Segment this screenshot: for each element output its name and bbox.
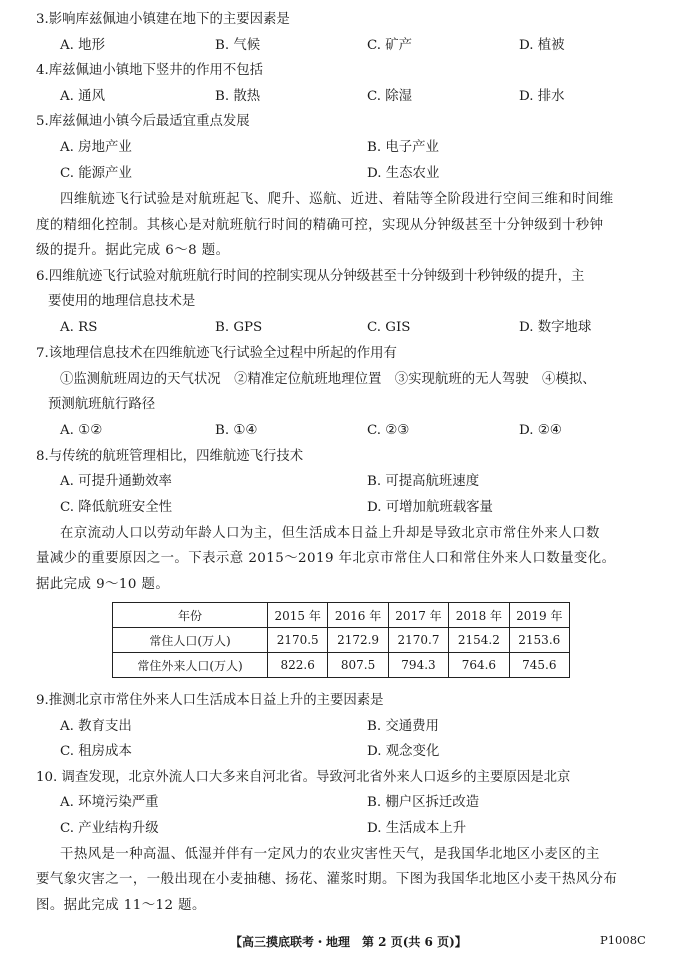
q7-items-line-2: 预测航班航行路径 [48, 397, 156, 412]
table-cell: 2153.6 [509, 628, 569, 653]
page-footer-title: 【高三摸底联考・地理 第 2 页(共 6 页)】 [230, 935, 467, 949]
table-row [113, 628, 570, 653]
flight-passage-line-3: 级的提升。据此完成 6～8 题。 [36, 243, 230, 258]
question-5-stem: 5.库兹佩迪小镇今后最适宜重点发展 [36, 114, 250, 129]
question-6-stem-line-2: 要使用的地理信息技术是 [48, 294, 196, 309]
q4-option-d[interactable]: D. 排水 [519, 89, 565, 104]
table-header-cell: 2016 年 [328, 603, 388, 628]
question-10-stem: 10. 调查发现，北京外流人口大多来自河北省。导致河北省外来人口返乡的主要原因是北京 [36, 770, 571, 785]
q4-option-a[interactable]: A. 通风 [60, 89, 105, 104]
q3-option-d[interactable]: D. 植被 [519, 38, 565, 53]
q10-option-d[interactable]: D. 生活成本上升 [367, 821, 467, 836]
q6-option-c[interactable]: C. GIS [367, 320, 411, 335]
q3-option-c[interactable]: C. 矿产 [367, 38, 413, 53]
question-4-stem: 4.库兹佩迪小镇地下竖井的作用不包括 [36, 63, 264, 78]
q6-option-a[interactable]: A. RS [60, 320, 98, 335]
table-cell: 2170.7 [388, 628, 448, 653]
question-3-stem: 3.影响库兹佩迪小镇建在地下的主要因素是 [36, 12, 290, 27]
q8-option-b[interactable]: B. 可提高航班速度 [367, 474, 480, 489]
q7-option-a[interactable]: A. ①② [60, 423, 103, 438]
q10-option-a[interactable]: A. 环境污染严重 [60, 795, 159, 810]
table-cell: 794.3 [388, 653, 448, 678]
table-cell: 807.5 [328, 653, 388, 678]
q9-option-d[interactable]: D. 观念变化 [367, 744, 440, 759]
q9-option-c[interactable]: C. 租房成本 [60, 744, 132, 759]
wind-passage-line-3: 图。据此完成 11～12 题。 [36, 898, 206, 913]
table-cell: 2172.9 [328, 628, 388, 653]
q10-option-c[interactable]: C. 产业结构升级 [60, 821, 159, 836]
flight-passage-line-1: 四维航迹飞行试验是对航班起飞、爬升、巡航、近进、着陆等全阶段进行空间三维和时间维 [60, 192, 614, 207]
question-9-stem: 9.推测北京市常住外来人口生活成本日益上升的主要因素是 [36, 693, 384, 708]
wind-passage-line-2: 要气象灾害之一，一般出现在小麦抽穗、扬花、灌浆时期。下图为我国华北地区小麦干热风分布 [36, 872, 618, 887]
table-header-cell: 2019 年 [509, 603, 569, 628]
q7-items-line-1: ①监测航班周边的天气状况 ②精准定位航班地理位置 ③实现航班的无人驾驶 ④模拟、 [60, 372, 596, 387]
q8-option-d[interactable]: D. 可增加航班载客量 [367, 500, 493, 515]
table-cell: 764.6 [449, 653, 509, 678]
q8-option-c[interactable]: C. 降低航班安全性 [60, 500, 173, 515]
q5-option-b[interactable]: B. 电子产业 [367, 140, 439, 155]
q7-option-c[interactable]: C. ②③ [367, 423, 410, 438]
table-cell: 822.6 [268, 653, 328, 678]
question-6-stem-line-1: 6.四维航迹飞行试验对航班航行时间的控制实现从分钟级甚至十分钟级到十秒钟级的提升，主 [36, 269, 585, 284]
q5-option-c[interactable]: C. 能源产业 [60, 166, 132, 181]
page-footer-code: P1008C [600, 933, 646, 947]
table-cell: 2154.2 [449, 628, 509, 653]
table-header-cell: 2018 年 [449, 603, 509, 628]
population-passage-line-2: 量减少的重要原因之一。下表示意 2015～2019 年北京市常住人口和常住外来人口数量变化。 [36, 551, 616, 566]
q7-option-b[interactable]: B. ①④ [215, 423, 258, 438]
question-8-stem: 8.与传统的航班管理相比，四维航迹飞行技术 [36, 449, 304, 464]
table-cell: 常住外来人口(万人) [113, 653, 268, 678]
wind-passage-line-1: 干热风是一种高温、低湿并伴有一定风力的农业灾害性天气，是我国华北地区小麦区的主 [60, 847, 600, 862]
table-header-cell: 2015 年 [268, 603, 328, 628]
table-row [113, 653, 570, 678]
q5-option-d[interactable]: D. 生态农业 [367, 166, 440, 181]
population-passage-line-3: 据此完成 9～10 题。 [36, 577, 170, 592]
table-cell: 常住人口(万人) [113, 628, 268, 653]
q3-option-b[interactable]: B. 气候 [215, 38, 261, 53]
q6-option-b[interactable]: B. GPS [215, 320, 263, 335]
q10-option-b[interactable]: B. 棚户区拆迁改造 [367, 795, 480, 810]
q5-option-a[interactable]: A. 房地产业 [60, 140, 132, 155]
question-7-stem: 7.该地理信息技术在四维航迹飞行试验全过程中所起的作用有 [36, 346, 397, 361]
population-table [112, 602, 570, 678]
q7-option-d[interactable]: D. ②④ [519, 423, 562, 438]
q4-option-c[interactable]: C. 除湿 [367, 89, 413, 104]
q9-option-b[interactable]: B. 交通费用 [367, 719, 439, 734]
table-header-cell: 年份 [113, 603, 268, 628]
q6-option-d[interactable]: D. 数字地球 [519, 320, 592, 335]
table-cell: 745.6 [509, 653, 569, 678]
flight-passage-line-2: 度的精细化控制。其核心是对航班航行时间的精确可控，实现从分钟级甚至十分钟级到十秒钟 [36, 218, 604, 233]
population-passage-line-1: 在京流动人口以劳动年龄人口为主，但生活成本日益上升却是导致北京市常住外来人口数 [60, 526, 600, 541]
q9-option-a[interactable]: A. 教育支出 [60, 719, 132, 734]
table-header-row [113, 603, 570, 628]
q8-option-a[interactable]: A. 可提升通勤效率 [60, 474, 172, 489]
table-cell: 2170.5 [268, 628, 328, 653]
table-header-cell: 2017 年 [388, 603, 448, 628]
q4-option-b[interactable]: B. 散热 [215, 89, 261, 104]
q3-option-a[interactable]: A. 地形 [60, 38, 105, 53]
